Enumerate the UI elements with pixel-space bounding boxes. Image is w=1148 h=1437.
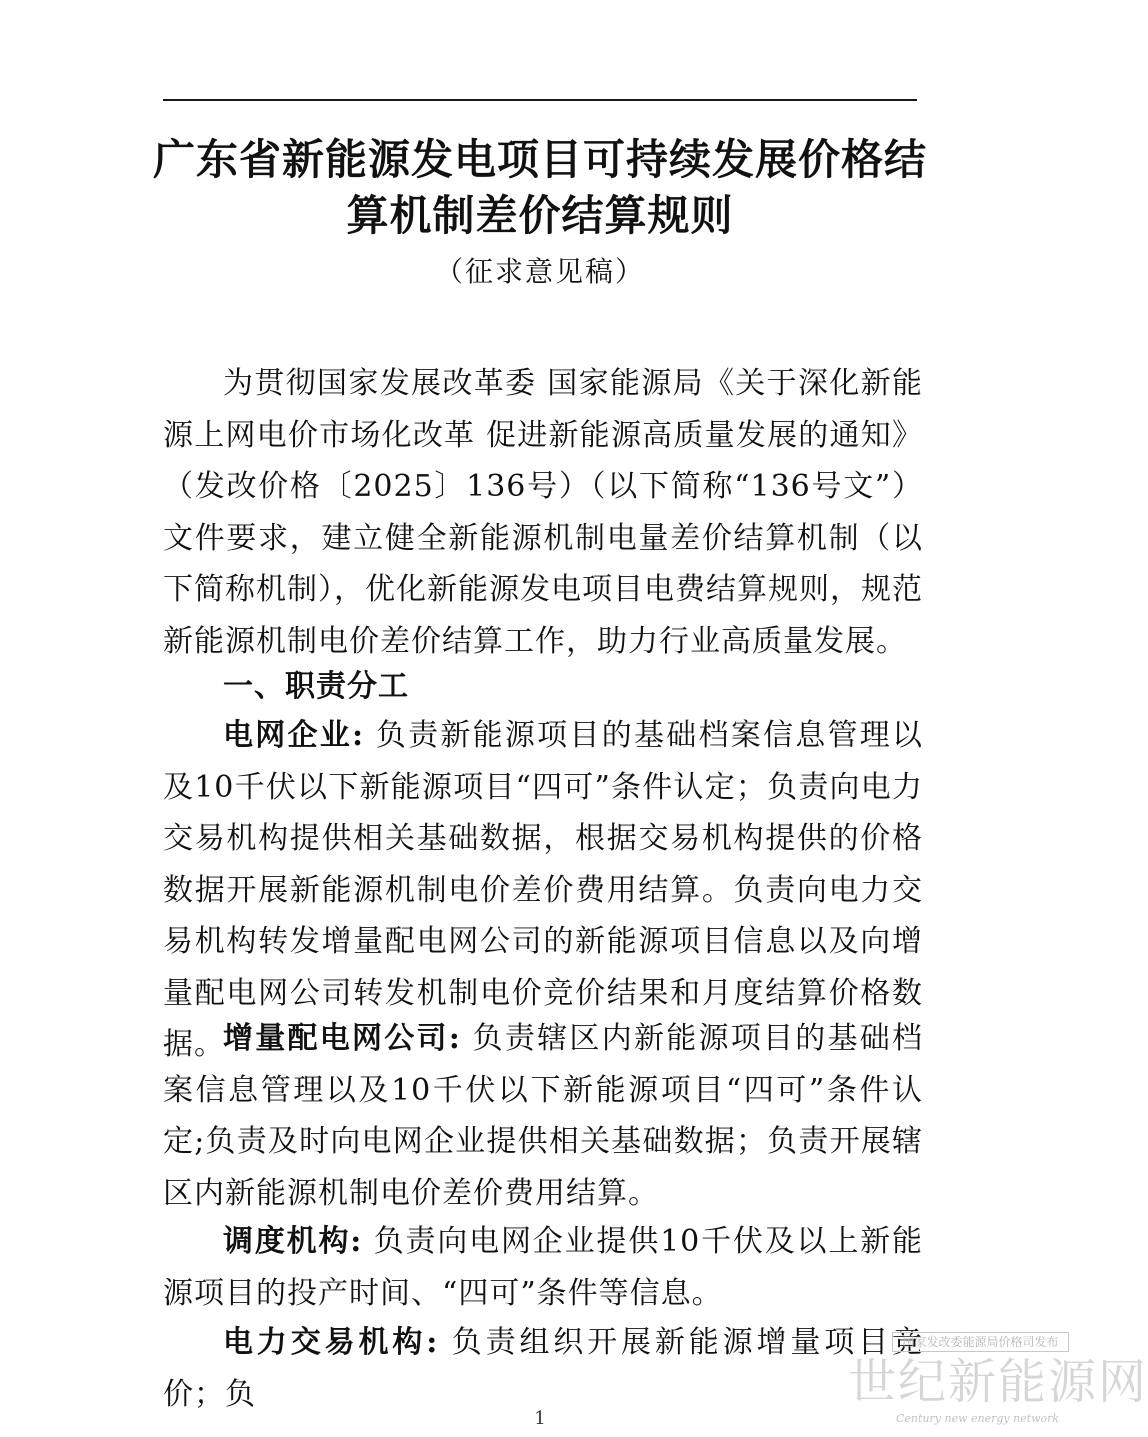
- paragraph-lead: 调度机构:: [223, 1224, 363, 1259]
- document-subtitle: （征求意见稿）: [434, 255, 645, 288]
- page-number: 1: [534, 1408, 546, 1429]
- paragraph-incremental-grid: [163, 1013, 923, 1219]
- title-line-1: 广东省新能源发电项目可持续发展价格结: [152, 135, 927, 184]
- paragraph-text: 负责组织开展新能源增量项目竞价；负: [163, 1325, 923, 1412]
- watermark-brand-en: Century new energy network: [896, 1412, 1060, 1425]
- paragraph-text: 负责新能源项目的基础档案信息管理以及10千伏以下新能源项目“四可”条件认定；负责向电力交易机构提供相关基础数据，根据交易机构提供的价格数据开展新能源机制电价差价费用结算。负责向电力交易机构转发增量配电网公司的新能源项目信息以及向增量配电网公司转发机制电价竞价结果和月度结算价格数据。: [163, 718, 923, 1062]
- paragraph-trading: [163, 1317, 923, 1420]
- paragraph-dispatch: [163, 1216, 923, 1319]
- watermark-brand-cn: 世纪新能源网: [848, 1354, 1148, 1410]
- paragraph-text: 负责向电网企业提供10千伏及以上新能源项目的投产时间、“四可”条件等信息。: [163, 1224, 923, 1311]
- paragraph-text: 负责辖区内新能源项目的基础档案信息管理以及10千伏以下新能源项目“四可”条件认定;负责及时向电网企业提供相关基础数据；负责开展辖区内新能源机制电价差价费用结算。: [163, 1021, 923, 1211]
- document-title: [130, 132, 950, 244]
- watermark-caption: 国家发改委能源局价格司发布: [892, 1332, 1069, 1352]
- paragraph-lead: 电网企业:: [223, 718, 365, 753]
- paragraph-lead: 增量配电网公司:: [223, 1021, 461, 1056]
- title-line-2: 算机制差价结算规则: [346, 191, 734, 240]
- intro-paragraph: 为贯彻国家发展改革委 国家能源局《关于深化新能源上网电价市场化改革 促进新能源高质量发展的通知》（发改价格〔2025〕136号）（以下简称“136号文”）文件要求，建立健全新能源机制电量差价结算机制（以下简称机制），优化新能源发电项目电费结算规则，规范新能源机制电价差价结算工作，助力行业高质量发展。: [163, 366, 923, 659]
- section-heading-duties: 一、职责分工: [223, 669, 409, 704]
- watermark: [830, 1330, 1148, 1430]
- header-rule: [163, 99, 917, 101]
- paragraph-lead: 电力交易机构:: [223, 1325, 439, 1360]
